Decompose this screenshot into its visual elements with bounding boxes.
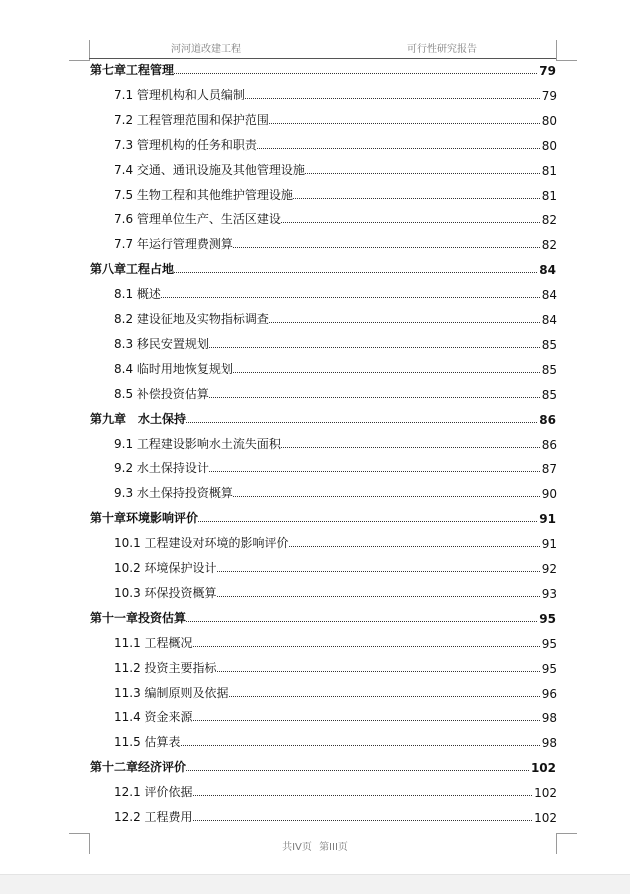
- toc-entry-page-number: 95: [541, 662, 557, 676]
- toc-dot-leader: [305, 173, 540, 174]
- toc-dot-leader: [209, 397, 540, 398]
- toc-dot-leader: [161, 297, 540, 298]
- toc-entry-page-number: 82: [541, 213, 557, 227]
- footer-current-page: 第III页: [319, 842, 348, 853]
- toc-entry-page-number: 91: [541, 537, 557, 551]
- toc-entry-title: 11.5 估算表: [114, 735, 181, 749]
- toc-entry-title: 7.4 交通、通讯设施及其他管理设施: [114, 163, 305, 177]
- toc-entry-page-number: 92: [541, 562, 557, 576]
- toc-dot-leader: [233, 496, 540, 497]
- toc-entry-title: 8.3 移民安置规划: [114, 337, 209, 351]
- toc-entry-title: 12.1 评价依据: [114, 785, 193, 799]
- toc-entry-title: 7.3 管理机构的任务和职责: [114, 138, 257, 152]
- toc-dot-leader: [186, 422, 537, 423]
- toc-entry-page-number: 80: [541, 139, 557, 153]
- toc-entry-title: 8.1 概述: [114, 287, 161, 301]
- toc-dot-leader: [209, 471, 540, 472]
- toc-section-entry[interactable]: [114, 307, 557, 327]
- toc-entry-title: 10.3 环保投资概算: [114, 586, 217, 600]
- toc-dot-leader: [186, 621, 537, 622]
- toc-chapter-entry[interactable]: [90, 58, 556, 78]
- toc-chapter-entry[interactable]: [90, 407, 556, 427]
- toc-entry-page-number: 79: [539, 64, 556, 78]
- toc-section-entry[interactable]: [114, 133, 557, 153]
- toc-entry-title: 7.7 年运行管理费测算: [114, 237, 233, 251]
- toc-dot-leader: [193, 820, 533, 821]
- toc-entry-page-number: 91: [539, 512, 556, 526]
- toc-chapter-entry[interactable]: [90, 755, 556, 775]
- toc-section-entry[interactable]: [114, 183, 557, 203]
- toc-dot-leader: [229, 696, 540, 697]
- toc-entry-title: 11.3 编制原则及依据: [114, 686, 229, 700]
- toc-dot-leader: [217, 671, 540, 672]
- toc-section-entry[interactable]: [114, 705, 557, 725]
- toc-entry-page-number: 98: [541, 711, 557, 725]
- toc-entry-page-number: 90: [541, 487, 557, 501]
- toc-section-entry[interactable]: [114, 207, 557, 227]
- toc-entry-title: 10.2 环境保护设计: [114, 561, 217, 575]
- toc-dot-leader: [186, 770, 529, 771]
- toc-entry-page-number: 87: [541, 462, 557, 476]
- toc-entry-title: 11.4 资金来源: [114, 710, 193, 724]
- toc-chapter-entry[interactable]: [90, 257, 556, 277]
- toc-entry-title: 第七章工程管理: [90, 63, 175, 77]
- toc-entry-page-number: 80: [541, 114, 557, 128]
- toc-section-entry[interactable]: [114, 432, 557, 452]
- toc-entry-title: 7.2 工程管理范围和保护范围: [114, 113, 269, 127]
- toc-dot-leader: [233, 372, 540, 373]
- toc-section-entry[interactable]: [114, 357, 557, 377]
- toc-section-entry[interactable]: [114, 681, 557, 701]
- toc-entry-page-number: 81: [541, 164, 557, 178]
- toc-chapter-entry[interactable]: [90, 506, 556, 526]
- toc-entry-page-number: 98: [541, 736, 557, 750]
- toc-entry-title: 第十一章投资估算: [90, 611, 187, 625]
- toc-entry-page-number: 85: [541, 338, 557, 352]
- toc-dot-leader: [174, 272, 537, 273]
- toc-section-entry[interactable]: [114, 83, 557, 103]
- page-footer: [0, 838, 630, 853]
- toc-dot-leader: [269, 123, 540, 124]
- header-report-title: 可行性研究报告: [407, 44, 477, 55]
- toc-section-entry[interactable]: [114, 158, 557, 178]
- toc-entry-title: 8.5 补偿投资估算: [114, 387, 209, 401]
- window-bottom-bar: [0, 874, 630, 894]
- toc-entry-page-number: 86: [541, 438, 557, 452]
- toc-dot-leader: [281, 447, 540, 448]
- toc-section-entry[interactable]: [114, 108, 557, 128]
- toc-entry-title: 第九章 水土保持: [90, 412, 187, 426]
- toc-dot-leader: [209, 347, 540, 348]
- toc-entry-page-number: 82: [541, 238, 557, 252]
- toc-entry-title: 第十章环境影响评价: [90, 511, 199, 525]
- toc-section-entry[interactable]: [114, 232, 557, 252]
- toc-entry-title: 11.2 投资主要指标: [114, 661, 217, 675]
- footer-total-pages: 共IV页: [282, 842, 312, 853]
- toc-entry-page-number: 81: [541, 189, 557, 203]
- toc-section-entry[interactable]: [114, 656, 557, 676]
- toc-entry-title: 9.2 水土保持设计: [114, 461, 209, 475]
- toc-dot-leader: [181, 745, 540, 746]
- toc-entry-title: 9.3 水土保持投资概算: [114, 486, 233, 500]
- toc-entry-page-number: 85: [541, 388, 557, 402]
- toc-entry-page-number: 96: [541, 687, 557, 701]
- toc-dot-leader: [217, 596, 540, 597]
- toc-entry-page-number: 95: [541, 637, 557, 651]
- toc-dot-leader: [193, 646, 540, 647]
- toc-entry-page-number: 102: [534, 786, 557, 800]
- toc-section-entry[interactable]: [114, 556, 557, 576]
- toc-entry-page-number: 79: [541, 89, 557, 103]
- toc-entry-page-number: 84: [541, 288, 557, 302]
- toc-dot-leader: [193, 720, 540, 721]
- toc-section-entry[interactable]: [114, 780, 557, 800]
- toc-entry-title: 第十二章经济评价: [90, 760, 187, 774]
- toc-entry-title: 12.2 工程费用: [114, 810, 193, 824]
- toc-dot-leader: [174, 73, 537, 74]
- header-project-title: 河河道改建工程: [171, 44, 241, 55]
- toc-section-entry[interactable]: [114, 456, 557, 476]
- toc-dot-leader: [233, 247, 540, 248]
- toc-dot-leader: [257, 148, 540, 149]
- toc-entry-page-number: 93: [541, 587, 557, 601]
- toc-dot-leader: [217, 571, 540, 572]
- toc-section-entry[interactable]: [114, 282, 557, 302]
- toc-entry-page-number: 102: [530, 761, 556, 775]
- toc-dot-leader: [245, 98, 540, 99]
- toc-section-entry[interactable]: [114, 805, 557, 825]
- toc-entry-title: 9.1 工程建设影响水土流失面积: [114, 437, 281, 451]
- toc-entry-title: 8.2 建设征地及实物指标调查: [114, 312, 269, 326]
- toc-entry-title: 8.4 临时用地恢复规划: [114, 362, 233, 376]
- toc-entry-title: 7.1 管理机构和人员编制: [114, 88, 245, 102]
- toc-entry-title: 11.1 工程概况: [114, 636, 193, 650]
- toc-entry-page-number: 84: [541, 313, 557, 327]
- toc-section-entry[interactable]: [114, 481, 557, 501]
- toc-entry-page-number: 84: [539, 263, 556, 277]
- toc-dot-leader: [293, 198, 540, 199]
- toc-section-entry[interactable]: [114, 332, 557, 352]
- toc-section-entry[interactable]: [114, 531, 557, 551]
- toc-entry-title: 7.5 生物工程和其他维护管理设施: [114, 188, 293, 202]
- toc-dot-leader: [269, 322, 540, 323]
- toc-section-entry[interactable]: [114, 730, 557, 750]
- toc-section-entry[interactable]: [114, 382, 557, 402]
- toc-dot-leader: [289, 546, 540, 547]
- toc-entry-page-number: 85: [541, 363, 557, 377]
- toc-dot-leader: [193, 795, 533, 796]
- toc-entry-page-number: 86: [539, 413, 556, 427]
- toc-section-entry[interactable]: [114, 581, 557, 601]
- toc-entry-title: 10.1 工程建设对环境的影响评价: [114, 536, 289, 550]
- toc-chapter-entry[interactable]: [90, 606, 556, 626]
- toc-dot-leader: [281, 222, 540, 223]
- toc-entry-title: 第八章工程占地: [90, 262, 175, 276]
- toc-entry-page-number: 102: [534, 811, 557, 825]
- toc-dot-leader: [198, 521, 537, 522]
- toc-entry-title: 7.6 管理单位生产、生活区建设: [114, 212, 281, 226]
- toc-section-entry[interactable]: [114, 631, 557, 651]
- toc-entry-page-number: 95: [539, 612, 556, 626]
